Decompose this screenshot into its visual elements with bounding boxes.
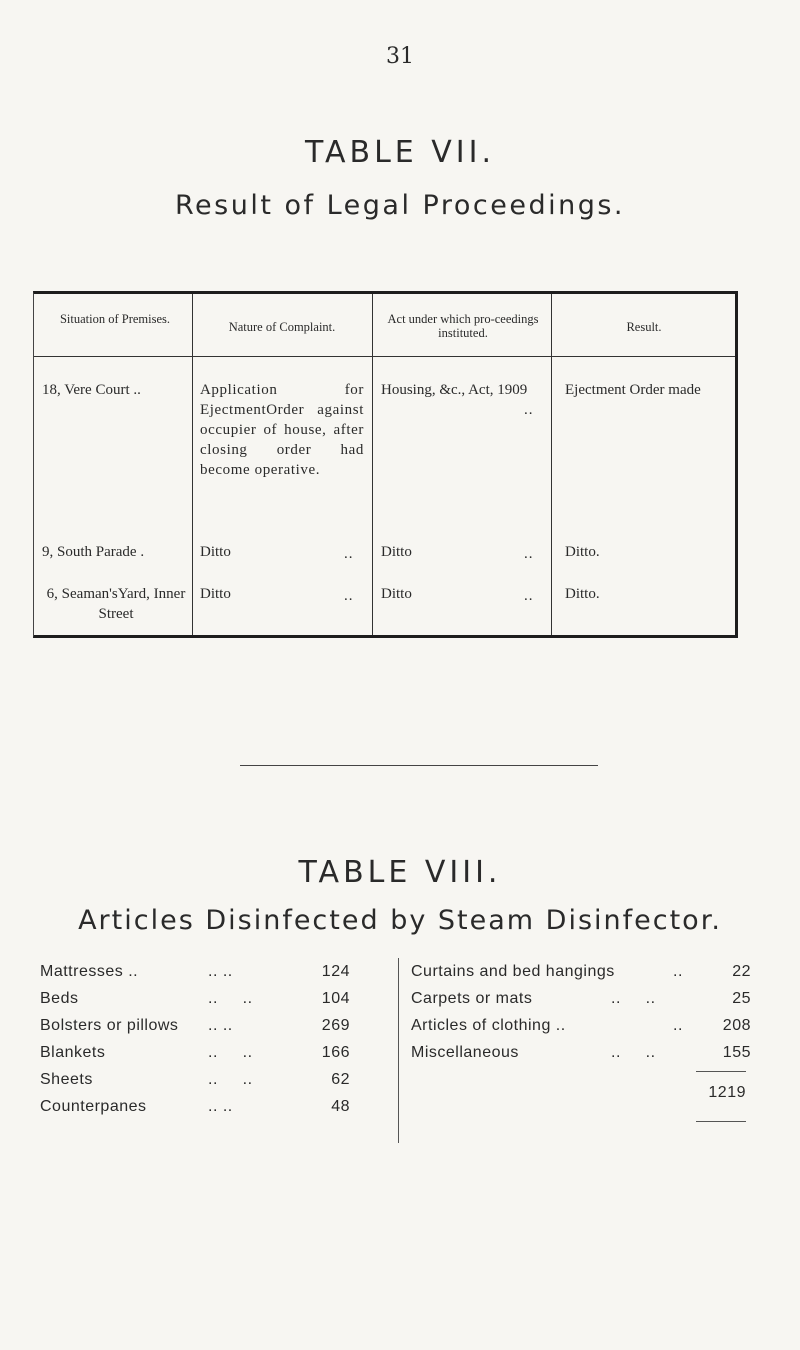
item-value: 25 bbox=[732, 990, 751, 1007]
item-dots: .. .. bbox=[208, 1071, 253, 1088]
row3-act: Ditto bbox=[381, 586, 412, 602]
item-dots: .. .. bbox=[208, 963, 233, 980]
header-result: Result. bbox=[626, 320, 662, 334]
list-item bbox=[40, 1066, 360, 1093]
list-item bbox=[411, 985, 771, 1012]
list-item bbox=[40, 985, 360, 1012]
list-item bbox=[40, 1093, 360, 1120]
item-dots: .. .. bbox=[208, 990, 253, 1007]
total-value: 1219 bbox=[708, 1084, 746, 1101]
table7-title: TABLE VII. bbox=[304, 135, 496, 170]
item-dots: .. .. bbox=[208, 1044, 253, 1061]
item-label: Mattresses .. bbox=[40, 963, 139, 980]
item-label: Beds bbox=[40, 990, 79, 1007]
item-value: 104 bbox=[321, 990, 350, 1007]
table8-title: TABLE VIII. bbox=[298, 855, 502, 890]
column-divider bbox=[551, 294, 552, 635]
list-item bbox=[411, 958, 771, 985]
row3-nature: Ditto bbox=[200, 586, 231, 602]
row2-nature-dots: .. bbox=[344, 546, 354, 562]
item-dots: .. bbox=[673, 1017, 683, 1034]
column-divider bbox=[372, 294, 373, 635]
row3-nature-dots: .. bbox=[344, 588, 354, 604]
item-value: 124 bbox=[321, 963, 350, 980]
legal-proceedings-table bbox=[33, 291, 738, 638]
row2-situation: 9, South Parade . bbox=[42, 544, 145, 560]
row3-act-dots: .. bbox=[524, 588, 534, 604]
row1-situation: 18, Vere Court .. bbox=[42, 382, 141, 398]
item-label: Counterpanes bbox=[40, 1098, 147, 1115]
list-item bbox=[40, 1039, 360, 1066]
row1-act: Housing, &c., Act, 1909 bbox=[381, 382, 528, 398]
table7-subtitle: Result of Legal Proceedings. bbox=[174, 190, 625, 221]
item-dots: .. .. bbox=[611, 1044, 656, 1061]
item-value: 166 bbox=[321, 1044, 350, 1061]
row1-nature: Application for EjectmentOrder against occupier of house, after closing order had become operative. bbox=[200, 382, 364, 478]
list-item bbox=[40, 958, 360, 985]
item-dots: .. .. bbox=[208, 1098, 233, 1115]
item-label: Articles of clothing .. bbox=[411, 1017, 566, 1034]
header-act: Act under which pro-ceedings instituted. bbox=[387, 312, 539, 340]
list-item bbox=[40, 1012, 360, 1039]
disinfected-right-list bbox=[411, 958, 771, 1066]
item-label: Blankets bbox=[40, 1044, 106, 1061]
row2-act-dots: .. bbox=[524, 546, 534, 562]
row2-act: Ditto bbox=[381, 544, 412, 560]
section-rule bbox=[240, 765, 598, 766]
header-divider bbox=[34, 356, 735, 357]
item-value: 48 bbox=[331, 1098, 350, 1115]
item-value: 62 bbox=[331, 1071, 350, 1088]
list-item bbox=[411, 1039, 771, 1066]
item-label: Miscellaneous bbox=[411, 1044, 519, 1061]
total-rule bbox=[696, 1071, 746, 1072]
item-value: 269 bbox=[321, 1017, 350, 1034]
item-value: 155 bbox=[722, 1044, 751, 1061]
header-nature: Nature of Complaint. bbox=[228, 320, 336, 334]
column-divider bbox=[192, 294, 193, 635]
item-label: Sheets bbox=[40, 1071, 93, 1088]
row3-result: Ditto. bbox=[565, 586, 600, 602]
item-dots: .. .. bbox=[611, 990, 656, 1007]
row2-result: Ditto. bbox=[565, 544, 600, 560]
item-label: Bolsters or pillows bbox=[40, 1017, 179, 1034]
column-divider bbox=[398, 958, 399, 1143]
row3-situation: 6, Seaman'sYard, Inner Street bbox=[46, 586, 186, 622]
header-situation: Situation of Premises. bbox=[59, 312, 171, 326]
page-number: 31 bbox=[386, 44, 414, 69]
item-value: 22 bbox=[732, 963, 751, 980]
total-rule-bottom bbox=[696, 1121, 746, 1122]
disinfected-left-list bbox=[40, 958, 360, 1120]
item-dots: .. bbox=[673, 963, 683, 980]
list-item bbox=[411, 1012, 771, 1039]
item-dots: .. .. bbox=[208, 1017, 233, 1034]
row2-nature: Ditto bbox=[200, 544, 231, 560]
item-label: Curtains and bed hangings bbox=[411, 963, 615, 980]
item-label: Carpets or mats bbox=[411, 990, 533, 1007]
row1-result: Ejectment Order made bbox=[565, 382, 701, 398]
item-value: 208 bbox=[722, 1017, 751, 1034]
table8-subtitle: Articles Disinfected by Steam Disinfector. bbox=[78, 905, 722, 936]
row1-act-dots: .. bbox=[524, 402, 534, 418]
